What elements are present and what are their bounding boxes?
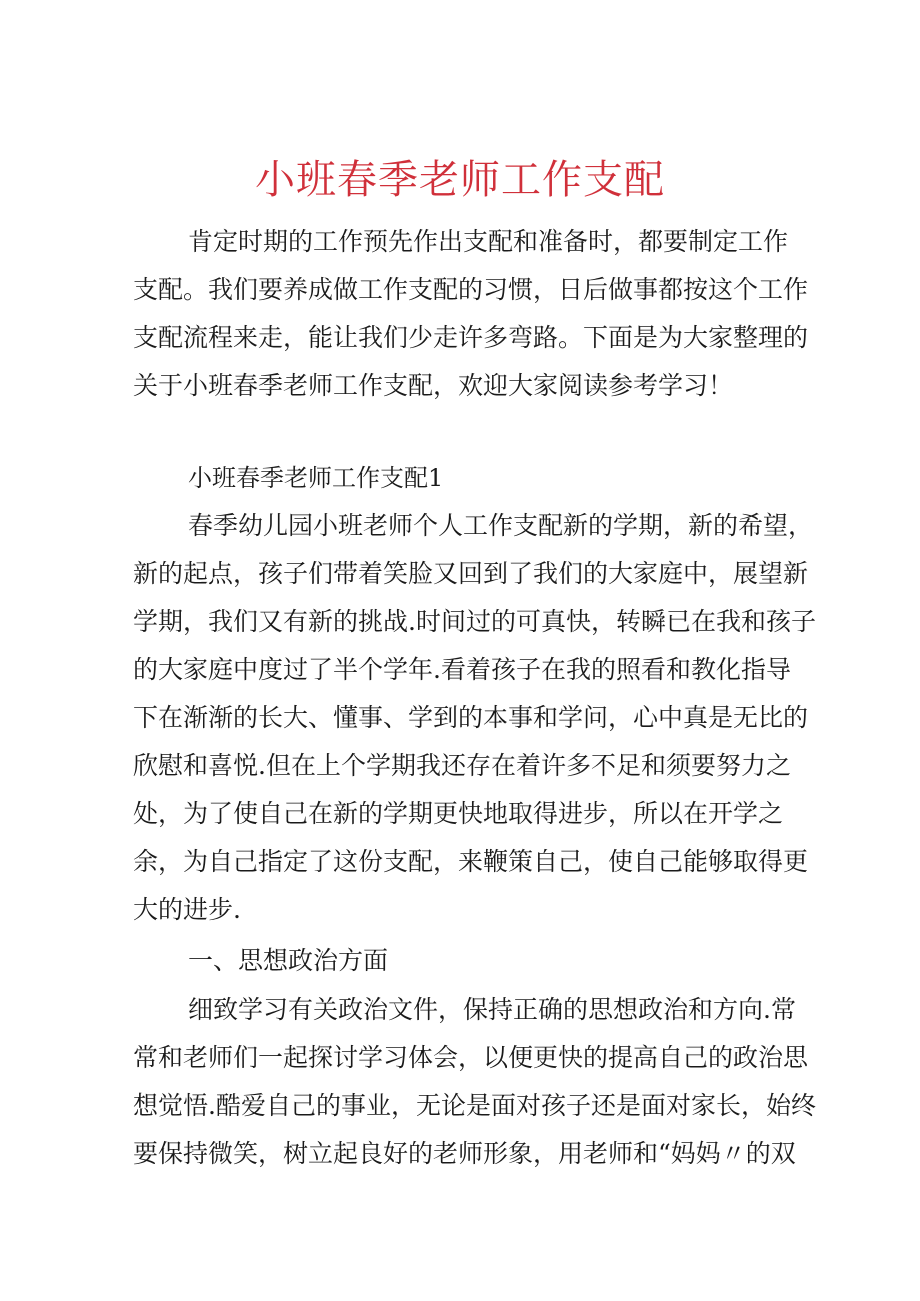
body-paragraph-line: 下在渐渐的长大、懂事、学到的本事和学问，心中真是无比的 [133, 703, 809, 732]
politics-paragraph-line: 细致学习有关政治文件，保持正确的思想政治和方向.常 [188, 995, 796, 1024]
politics-paragraph-line: 要保持微笑，树立起良好的老师形象，用老师和“妈妈〃的双 [133, 1139, 796, 1168]
body-paragraph-line: 春季幼儿园小班老师个人工作支配新的学期，新的希望， [188, 511, 814, 540]
body-paragraph-line: 处，为了使自己在新的学期更快地取得进步，所以在开学之 [133, 799, 784, 828]
intro-paragraph-line: 支配流程来走，能让我们少走许多弯路。下面是为大家整理的 [133, 323, 809, 352]
intro-paragraph-line: 支配。我们要养成做工作支配的习惯，日后做事都按这个工作 [133, 275, 809, 304]
body-paragraph-line: 学期，我们又有新的挑战.时间过的可真快，转瞬已在我和孩子 [133, 607, 816, 636]
politics-paragraph-line: 想觉悟.酷爱自己的事业，无论是面对孩子还是面对家长，始终 [133, 1091, 816, 1120]
subsection-heading: 一、思想政治方面 [188, 946, 389, 975]
body-paragraph-line: 新的起点，孩子们带着笑脸又回到了我们的大家庭中，展望新 [133, 559, 809, 588]
intro-paragraph-line: 肯定时期的工作预先作出支配和准备时，都要制定工作 [188, 227, 789, 256]
body-paragraph-line: 余，为自己指定了这份支配，来鞭策自己，使自己能够取得更 [133, 847, 809, 876]
politics-paragraph-line: 常和老师们一起探讨学习体会，以便更快的提高自己的政治思 [133, 1043, 809, 1072]
section-heading: 小班春季老师工作支配1 [188, 464, 444, 492]
body-paragraph-line: 大的进步. [133, 895, 241, 924]
intro-paragraph-line: 关于小班春季老师工作支配，欢迎大家阅读参考学习！ [133, 371, 734, 400]
body-paragraph-line: 欣慰和喜悦.但在上个学期我还存在着许多不足和须要努力之 [133, 751, 791, 780]
page-title: 小班春季老师工作支配 [255, 157, 665, 203]
body-paragraph-line: 的大家庭中度过了半个学年.看着孩子在我的照看和教化指导 [133, 655, 791, 684]
